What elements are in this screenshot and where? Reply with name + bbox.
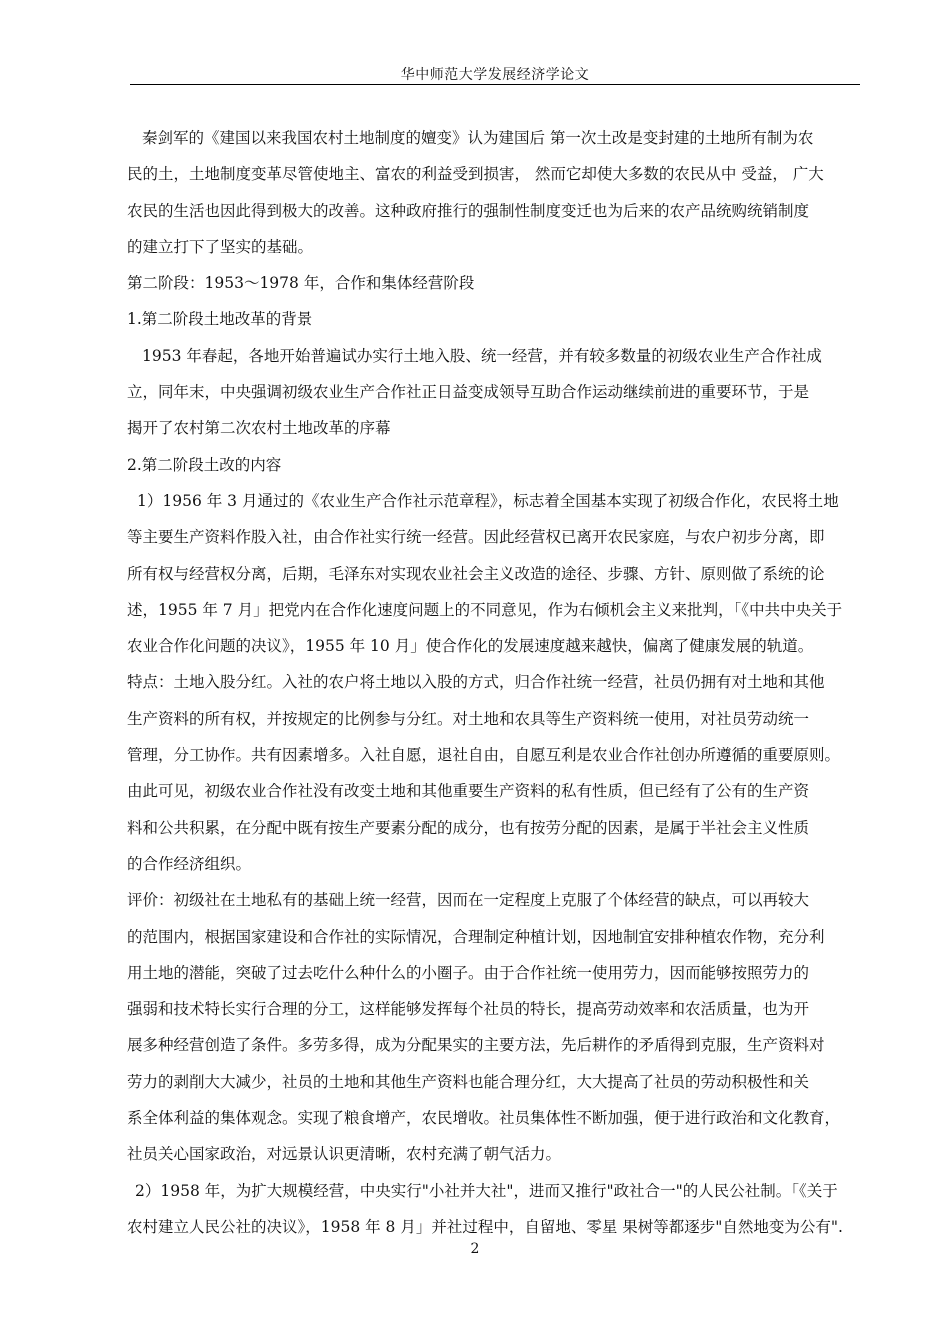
text-line: 1）1956 年 3 月通过的《农业生产合作社示范章程》，标志着全国基本实现了初级合作化，农民将土地 bbox=[137, 491, 839, 510]
text-line: 农村建立人民公社的决议》，1958 年 8 月」并社过程中，自留地、零星 果树等都逐步"自然地变为公有". bbox=[127, 1217, 843, 1236]
text-line: 用土地的潜能，突破了过去吃什么种什么的小圈子。由于合作社统一使用劳力，因而能够按照劳力的 bbox=[127, 963, 810, 982]
subsection-heading: 1.第二阶段土地改革的背景 bbox=[127, 310, 313, 329]
section-heading: 第二阶段：1953～1978 年，合作和集体经营阶段 bbox=[127, 274, 475, 293]
text-line: 秦剑军的《建国以来我国农村土地制度的嬗变》认为建国后 第一次土改是变封建的土地所有制为农 bbox=[142, 129, 814, 147]
text-line: 的范围内，根据国家建设和合作社的实际情况，合理制定种植计划，因地制宜安排种植农作物，充分利 bbox=[127, 927, 825, 946]
text-line: 的合作经济组织。 bbox=[127, 854, 252, 873]
text-line: 所有权与经营权分离，后期，毛泽东对实现农业社会主义改造的途径、步骤、方针、原则做了系统的论 bbox=[127, 564, 825, 583]
document-body bbox=[127, 120, 863, 1245]
text-line: 强弱和技术特长实行合理的分工，这样能够发挥每个社员的特长，提高劳动效率和农活质量，也为开 bbox=[127, 1000, 810, 1019]
text-line: 立，同年末，中央强调初级农业生产合作社正日益变成领导互助合作运动继续前进的重要环节，于是 bbox=[127, 383, 810, 402]
text-line: 管理，分工协作。共有因素增多。入社自愿，退社自由，自愿互利是农业合作社创办所遵循的重要原则。 bbox=[127, 746, 841, 765]
text-line: 揭开了农村第二次农村土地改革的序幕 bbox=[127, 419, 391, 438]
text-line: 的建立打下了坚实的基础。 bbox=[127, 237, 314, 256]
text-line: 农业合作化问题的决议》，1955 年 10 月」使合作化的发展速度越来越快，偏离了健康发展的轨道。 bbox=[127, 637, 814, 656]
text-line: 社员关心国家政治，对远景认识更清晰，农村充满了朝气活力。 bbox=[127, 1145, 562, 1164]
header-rule bbox=[130, 84, 860, 85]
subsection-heading: 2.第二阶段土改的内容 bbox=[127, 455, 282, 474]
text-line: 由此可见，初级农业合作社没有改变土地和其他重要生产资料的私有性质，但已经有了公有的生产资 bbox=[127, 782, 810, 801]
text-line: 劳力的剥削大大减少，社员的土地和其他生产资料也能合理分红，大大提高了社员的劳动积极性和关 bbox=[127, 1072, 810, 1091]
text-line: 2）1958 年，为扩大规模经营，中央实行"小社并大社"，进而又推行"政社合一"的人民公社制。「《关于 bbox=[135, 1181, 838, 1200]
text-line: 1953 年春起，各地开始普遍试办实行土地入股、统一经营，并有较多数量的初级农业生产合作社成 bbox=[142, 346, 822, 365]
text-line: 生产资料的所有权，并按规定的比例参与分红。对土地和农具等生产资料统一使用，对社员劳动统一 bbox=[127, 709, 810, 728]
text-line: 系全体利益的集体观念。实现了粮食增产，农民增收。社员集体性不断加强，便于进行政治和文化教育， bbox=[127, 1109, 841, 1128]
text-line: 农民的生活也因此得到极大的改善。这种政府推行的强制性制度变迁也为后来的农产品统购统销制度 bbox=[127, 201, 810, 220]
text-line: 民的土，土地制度变革尽管使地主、富农的利益受到损害， 然而它却使大多数的农民从中 受益， 广大 bbox=[127, 165, 824, 184]
text-line: 展多种经营创造了条件。多劳多得，成为分配果实的主要方法，先后耕作的矛盾得到克服，生产资料对 bbox=[127, 1036, 825, 1055]
page-number: 2 bbox=[470, 1241, 480, 1257]
text-line: 特点：土地入股分红。入社的农户将土地以入股的方式，归合作社统一经营，社员仍拥有对土地和其他 bbox=[127, 673, 825, 692]
text-line: 料和公共积累，在分配中既有按生产要素分配的成分，也有按劳分配的因素，是属于半社会主义性质 bbox=[127, 818, 810, 837]
running-header: 华中师范大学发展经济学论文 bbox=[400, 67, 590, 83]
text-line: 述，1955 年 7 月」把党内在合作化速度问题上的不同意见，作为右倾机会主义来批判，「《中共中央关于 bbox=[127, 600, 843, 619]
text-line: 评价：初级社在土地私有的基础上统一经营，因而在一定程度上克服了个体经营的缺点，可以再较大 bbox=[127, 891, 810, 910]
text-line: 等主要生产资料作股入社，由合作社实行统一经营。因此经营权已离开农民家庭，与农户初步分离，即 bbox=[127, 528, 825, 547]
